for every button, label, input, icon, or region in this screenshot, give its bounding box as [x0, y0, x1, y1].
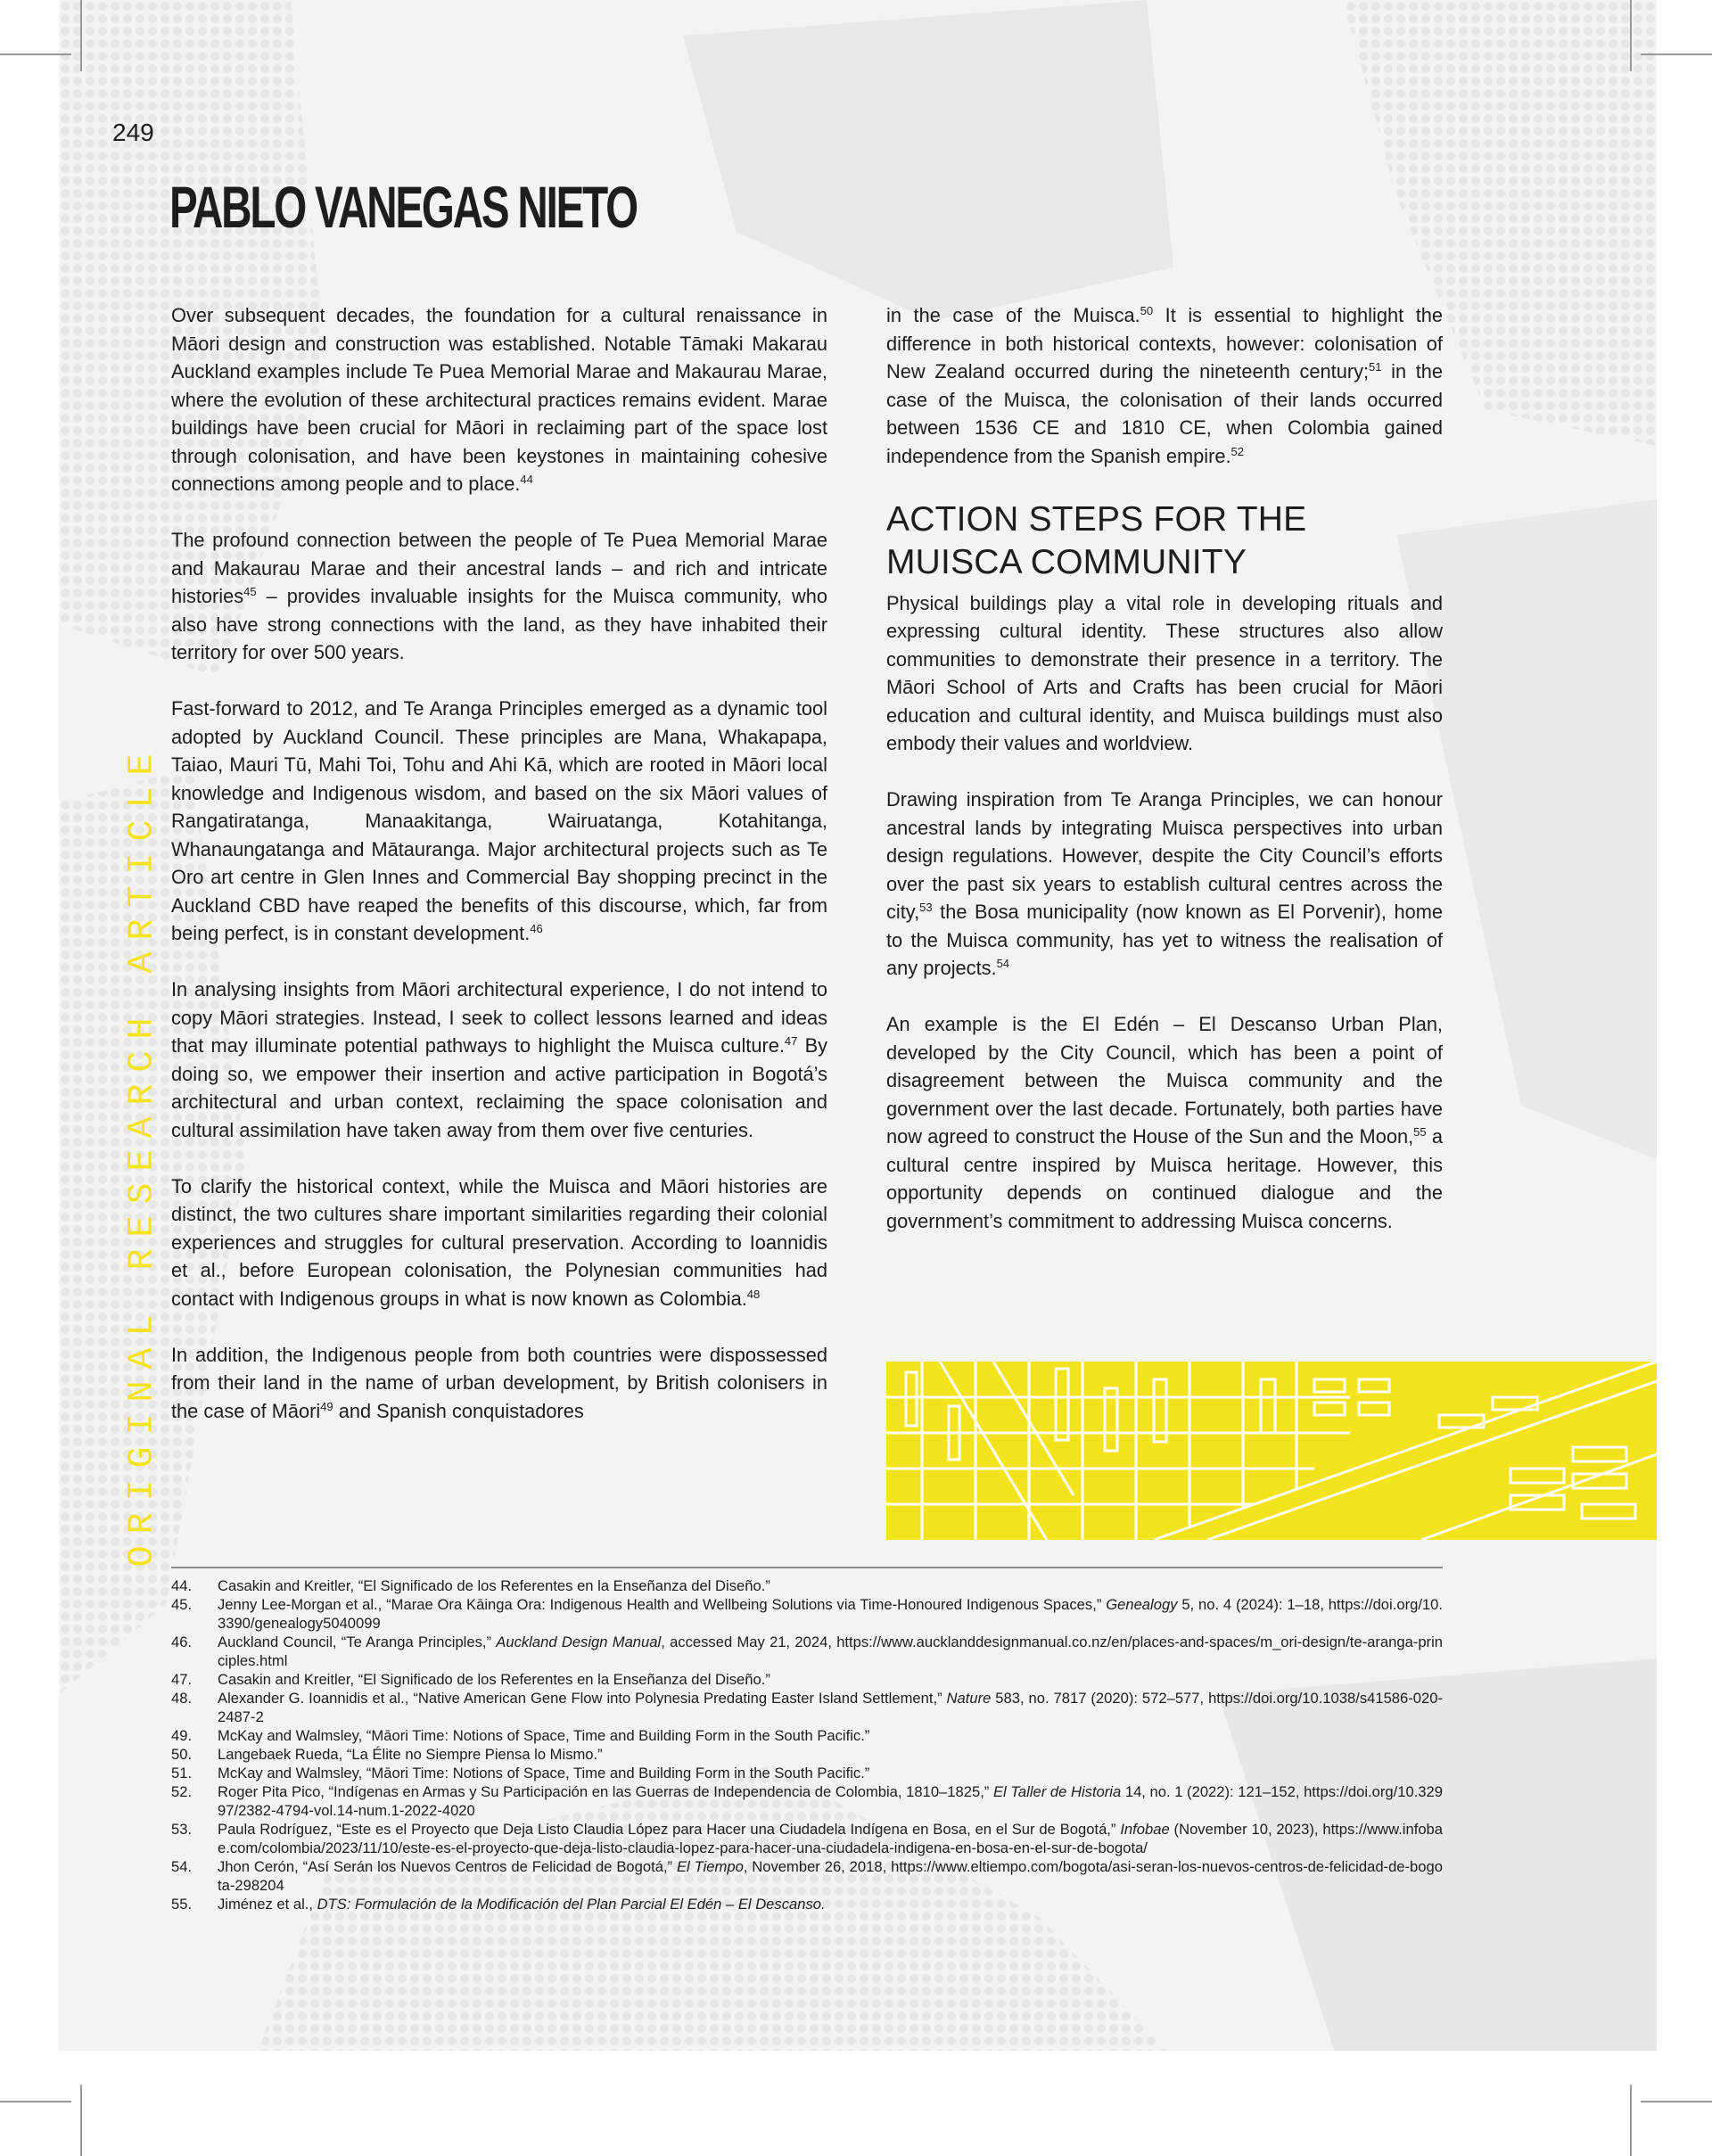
text-run: – provides invaluable insights for the Muisca community, who also have strong connections with the land, as they have inhabited their territory for over 500 years.: [171, 585, 827, 663]
footnote-item: [171, 1820, 1443, 1857]
section-heading: ACTION STEPS FOR THE MUISCA COMMUNITY: [886, 499, 1307, 581]
footnote-ref: 46: [530, 922, 543, 935]
footnote-text: [218, 1782, 1443, 1820]
footnote-item: [171, 1595, 1443, 1633]
right-column: [886, 301, 1443, 1263]
text-run: (November 10, 2023), https://www.infobae.com/colombia/2023/11/10/este-es-el-proyecto-que-deja-listo-claudia-lopez-para-hacer-una-ciudadela-indigena-en-bosa-en-el-sur-de-bogota/: [218, 1821, 1444, 1856]
body-paragraph: [171, 1173, 827, 1313]
footnote-number: 44.: [171, 1577, 193, 1594]
crop-mark: [80, 2085, 82, 2156]
text-run: An example is the El Edén – El Descanso Urban Plan, developed by the City Council, which has been a point of disagreement between the Muisca community and the government over the last decade. Fortunately, both parties have now agreed to construct the House of the Sun and the Moon,: [886, 1013, 1443, 1148]
footnote-number: 45.: [171, 1596, 193, 1613]
text-run: , accessed May 21, 2024, https://www.aucklanddesignmanual.co.nz/en/places-and-spaces/m_ori-design/te-aranga-principles.html: [218, 1633, 1443, 1669]
body-paragraph: [171, 1341, 827, 1426]
footnote-number: 52.: [171, 1783, 193, 1800]
text-run: McKay and Walmsley, “Māori Time: Notions of Space, Time and Building Form in the South Pacific.”: [218, 1727, 870, 1744]
body-paragraph: [171, 975, 827, 1144]
footnote-number: 50.: [171, 1746, 193, 1763]
section-label: ORIGINAL RESEARCH ARTICLE: [122, 742, 163, 1568]
footnote-ref: 54: [996, 957, 1010, 970]
footnote-ref: 52: [1230, 444, 1245, 458]
footnote-text: [218, 1745, 1443, 1764]
footnote-divider: [171, 1567, 1443, 1568]
italic-title: Genealogy: [1106, 1596, 1178, 1613]
italic-title: El Tiempo: [676, 1858, 744, 1875]
footnote-ref: 47: [784, 1034, 798, 1048]
text-run: Casakin and Kreitler, “El Significado de los Referentes en la Enseñanza del Diseño.”: [218, 1671, 770, 1688]
footnote-item: [171, 1633, 1443, 1670]
text-run: In addition, the Indigenous people from both countries were dispossessed from their land in the name of urban development, by British colonisers in the case of Māori: [171, 1343, 827, 1422]
footnote-item: [171, 1857, 1443, 1895]
body-paragraph: [886, 589, 1443, 758]
text-run: The profound connection between the people of Te Puea Memorial Marae and Makaurau Marae and their ancestral lands – and rich and intricate histories: [171, 529, 827, 607]
crop-mark: [0, 53, 71, 55]
text-run: Jiménez et al.,: [218, 1896, 317, 1913]
footnote-number: 54.: [171, 1858, 193, 1875]
text-run: a cultural centre inspired by Muisca heritage. However, this opportunity depends on continued dialogue and the government’s commitment to addressing Muisca concerns.: [886, 1125, 1443, 1232]
text-run: Auckland Council, “Te Aranga Principles,”: [218, 1633, 497, 1650]
text-run: 583, no. 7817 (2020): 572–577, https://doi.org/10.1038/s41586-020-2487-2: [218, 1690, 1443, 1725]
crop-mark: [1630, 2085, 1632, 2156]
crop-mark: [80, 0, 82, 71]
author-name: PABLO VANEGAS NIETO: [169, 174, 637, 240]
text-run: Over subsequent decades, the foundation for a cultural renaissance in Māori design and construction was established. Notable Tāmaki Makarau Auckland examples include Te Puea Memorial Marae and Makaurau Marae, where the evolution of these architectural practices remains evident. Marae buildings have been crucial for Māori in reclaiming part of the space lost through colonisation, and have been keystones in maintaining cohesive connections among people and to place.: [171, 304, 827, 495]
footnote-text: [218, 1726, 1443, 1745]
italic-title: Infobae: [1120, 1821, 1170, 1838]
footnote-text: [218, 1764, 1443, 1782]
footnote-ref: 49: [320, 1399, 333, 1413]
italic-title: Auckland Design Manual: [496, 1633, 662, 1650]
footnote-item: [171, 1576, 1443, 1595]
text-run: the Bosa municipality (now known as El Porvenir), home to the Muisca community, has yet to witness the realisation of any projects.: [886, 901, 1443, 979]
footnote-number: 53.: [171, 1821, 193, 1838]
footnote-number: 47.: [171, 1671, 193, 1688]
text-run: It is essential to highlight the difference in both historical contexts, however: colonisation of New Zealand occurred during the nineteenth century;: [886, 304, 1443, 383]
footnote-item: [171, 1764, 1443, 1782]
footnote-ref: 51: [1369, 360, 1382, 374]
footnote-item: [171, 1726, 1443, 1745]
body-paragraph: [171, 301, 827, 498]
body-paragraph: [886, 786, 1443, 983]
body-paragraph: [171, 526, 827, 667]
footnote-ref: 53: [919, 901, 933, 914]
footnote-text: [218, 1595, 1443, 1633]
footnote-text: [218, 1633, 1443, 1670]
text-run: To clarify the historical context, while the Muisca and Māori histories are distinct, the two cultures share important similarities regarding their colonial experiences and struggles for cultural preservation. According to Ioannidis et al., before European colonisation, the Polynesian communities had contact with Indigenous groups in what is now known as Colombia.: [171, 1174, 827, 1310]
footnote-text: [218, 1689, 1443, 1726]
text-run: McKay and Walmsley, “Māori Time: Notions of Space, Time and Building Form in the South Pacific.”: [218, 1765, 870, 1782]
body-paragraph: [886, 301, 1443, 470]
crop-mark: [1641, 53, 1712, 55]
crop-mark: [1630, 0, 1632, 71]
crop-mark: [0, 2101, 71, 2103]
body-paragraph: [886, 1010, 1443, 1235]
italic-title: Nature: [946, 1690, 992, 1707]
text-run: By doing so, we empower their insertion and active participation in Bogotá’s architectural and urban context, reclaiming the space colonisation and cultural assimilation have taken away from them over five centuries.: [171, 1034, 828, 1141]
footnote-text: [218, 1857, 1443, 1895]
text-run: Fast-forward to 2012, and Te Aranga Principles emerged as a dynamic tool adopted by Auckland Council. These principles are Mana, Whakapapa, Taiao, Mauri Tū, Mahi Toi, Tohu and Ahi Kā, which are rooted in Māori local knowledge and Indigenous wisdom, and based on the six Māori values of Rangatiratanga, Manaakitanga, Wairuatanga, Kotahitanga, Whanaungatanga and Mātauranga. Major architectural projects such as Te Oro art centre in Glen Innes and Commercial Bay shopping precinct in the Auckland CBD have reaped the benefits of this discourse, which, far from being perfect, is in constant development.: [171, 697, 827, 944]
footnote-number: 46.: [171, 1633, 193, 1650]
text-run: Casakin and Kreitler, “El Significado de los Referentes en la Enseñanza del Diseño.”: [218, 1577, 770, 1594]
footnote-text: [218, 1820, 1443, 1857]
footnote-text: [218, 1895, 1443, 1913]
text-run: Alexander G. Ioannidis et al., “Native American Gene Flow into Polynesia Predating Easter Island Settlement,”: [218, 1690, 947, 1707]
footnote-ref: 48: [746, 1287, 761, 1301]
footnote-number: 49.: [171, 1727, 193, 1744]
text-run: in the case of the Muisca, the colonisation of their lands occurred between 1536 CE and 1810 CE, when Colombia gained independence from the Spanish empire.: [886, 360, 1443, 467]
text-run: and Spanish conquistadores: [333, 1399, 584, 1422]
footnote-number: 48.: [171, 1690, 193, 1707]
footnote-item: [171, 1689, 1443, 1726]
footnote-number: 51.: [171, 1765, 193, 1782]
crop-mark: [1641, 2101, 1712, 2103]
footnote-item: [171, 1895, 1443, 1913]
footnote-ref: 45: [243, 585, 257, 598]
italic-title: El Taller de Historia: [992, 1783, 1122, 1800]
left-column: [171, 301, 827, 1453]
text-run: Drawing inspiration from Te Aranga Principles, we can honour ancestral lands by integrating Muisca perspectives into urban design regulations. However, despite the City Council’s efforts over the past six years to establish cultural centres across the city,: [886, 788, 1443, 923]
footnote-text: [218, 1670, 1443, 1689]
text-run: , November 26, 2018, https://www.eltiempo.com/bogota/asi-seran-los-nuevos-centros-de-felicidad-de-bogota-298204: [218, 1858, 1443, 1894]
footnote-item: [171, 1670, 1443, 1689]
text-run: Jhon Cerón, “Así Serán los Nuevos Centros de Felicidad de Bogotá,”: [218, 1858, 677, 1875]
text-run: 14, no. 1 (2022): 121–152, https://doi.org/10.32997/2382-4794-vol.14-num.1-2022-4020: [218, 1783, 1443, 1819]
italic-title: DTS: Formulación de la Modificación del Plan Parcial El Edén – El Descanso.: [317, 1896, 826, 1913]
text-run: Jenny Lee-Morgan et al., “Marae Ora Kāinga Ora: Indigenous Health and Wellbeing Solutions via Time-Honoured Indigenous Spaces,”: [218, 1596, 1107, 1613]
footnote-item: [171, 1782, 1443, 1820]
text-run: in the case of the Muisca.: [886, 304, 1140, 326]
text-run: Roger Pita Pico, “Indígenas en Armas y Su Participación en las Guerras de Independencia de Colombia, 1810–1825,”: [218, 1783, 993, 1800]
footnotes: [171, 1576, 1443, 1913]
text-run: Langebaek Rueda, “La Élite no Siempre Piensa lo Mismo.”: [218, 1746, 603, 1763]
footnote-ref: 50: [1140, 304, 1154, 317]
footnote-text: [218, 1576, 1443, 1595]
site-plan-illustration: [886, 1362, 1657, 1540]
page-number: 249: [112, 119, 154, 146]
text-run: Paula Rodríguez, “Este es el Proyecto que Deja Listo Claudia López para Hacer una Ciudadela Indígena en Bosa, en el Sur de Bogotá,”: [218, 1821, 1121, 1838]
footnote-number: 55.: [171, 1896, 193, 1913]
footnote-ref: 55: [1413, 1125, 1427, 1139]
text-run: In analysing insights from Māori architectural experience, I do not intend to copy Māori strategies. Instead, I seek to collect lessons learned and ideas that may illuminate potential pathways to highlight the Muisca culture.: [171, 978, 827, 1057]
body-paragraph: [171, 695, 827, 948]
footnote-item: [171, 1745, 1443, 1764]
text-run: 5, no. 4 (2024): 1–18, https://doi.org/10.3390/genealogy5040099: [218, 1596, 1443, 1632]
text-run: Physical buildings play a vital role in developing rituals and expressing cultural identity. These structures also allow communities to demonstrate their presence in a territory. The Māori School of Arts and Crafts has been crucial for Māori education and cultural identity, and Muisca buildings must also embody their values and worldview.: [886, 591, 1443, 754]
footnote-ref: 44: [520, 473, 533, 486]
